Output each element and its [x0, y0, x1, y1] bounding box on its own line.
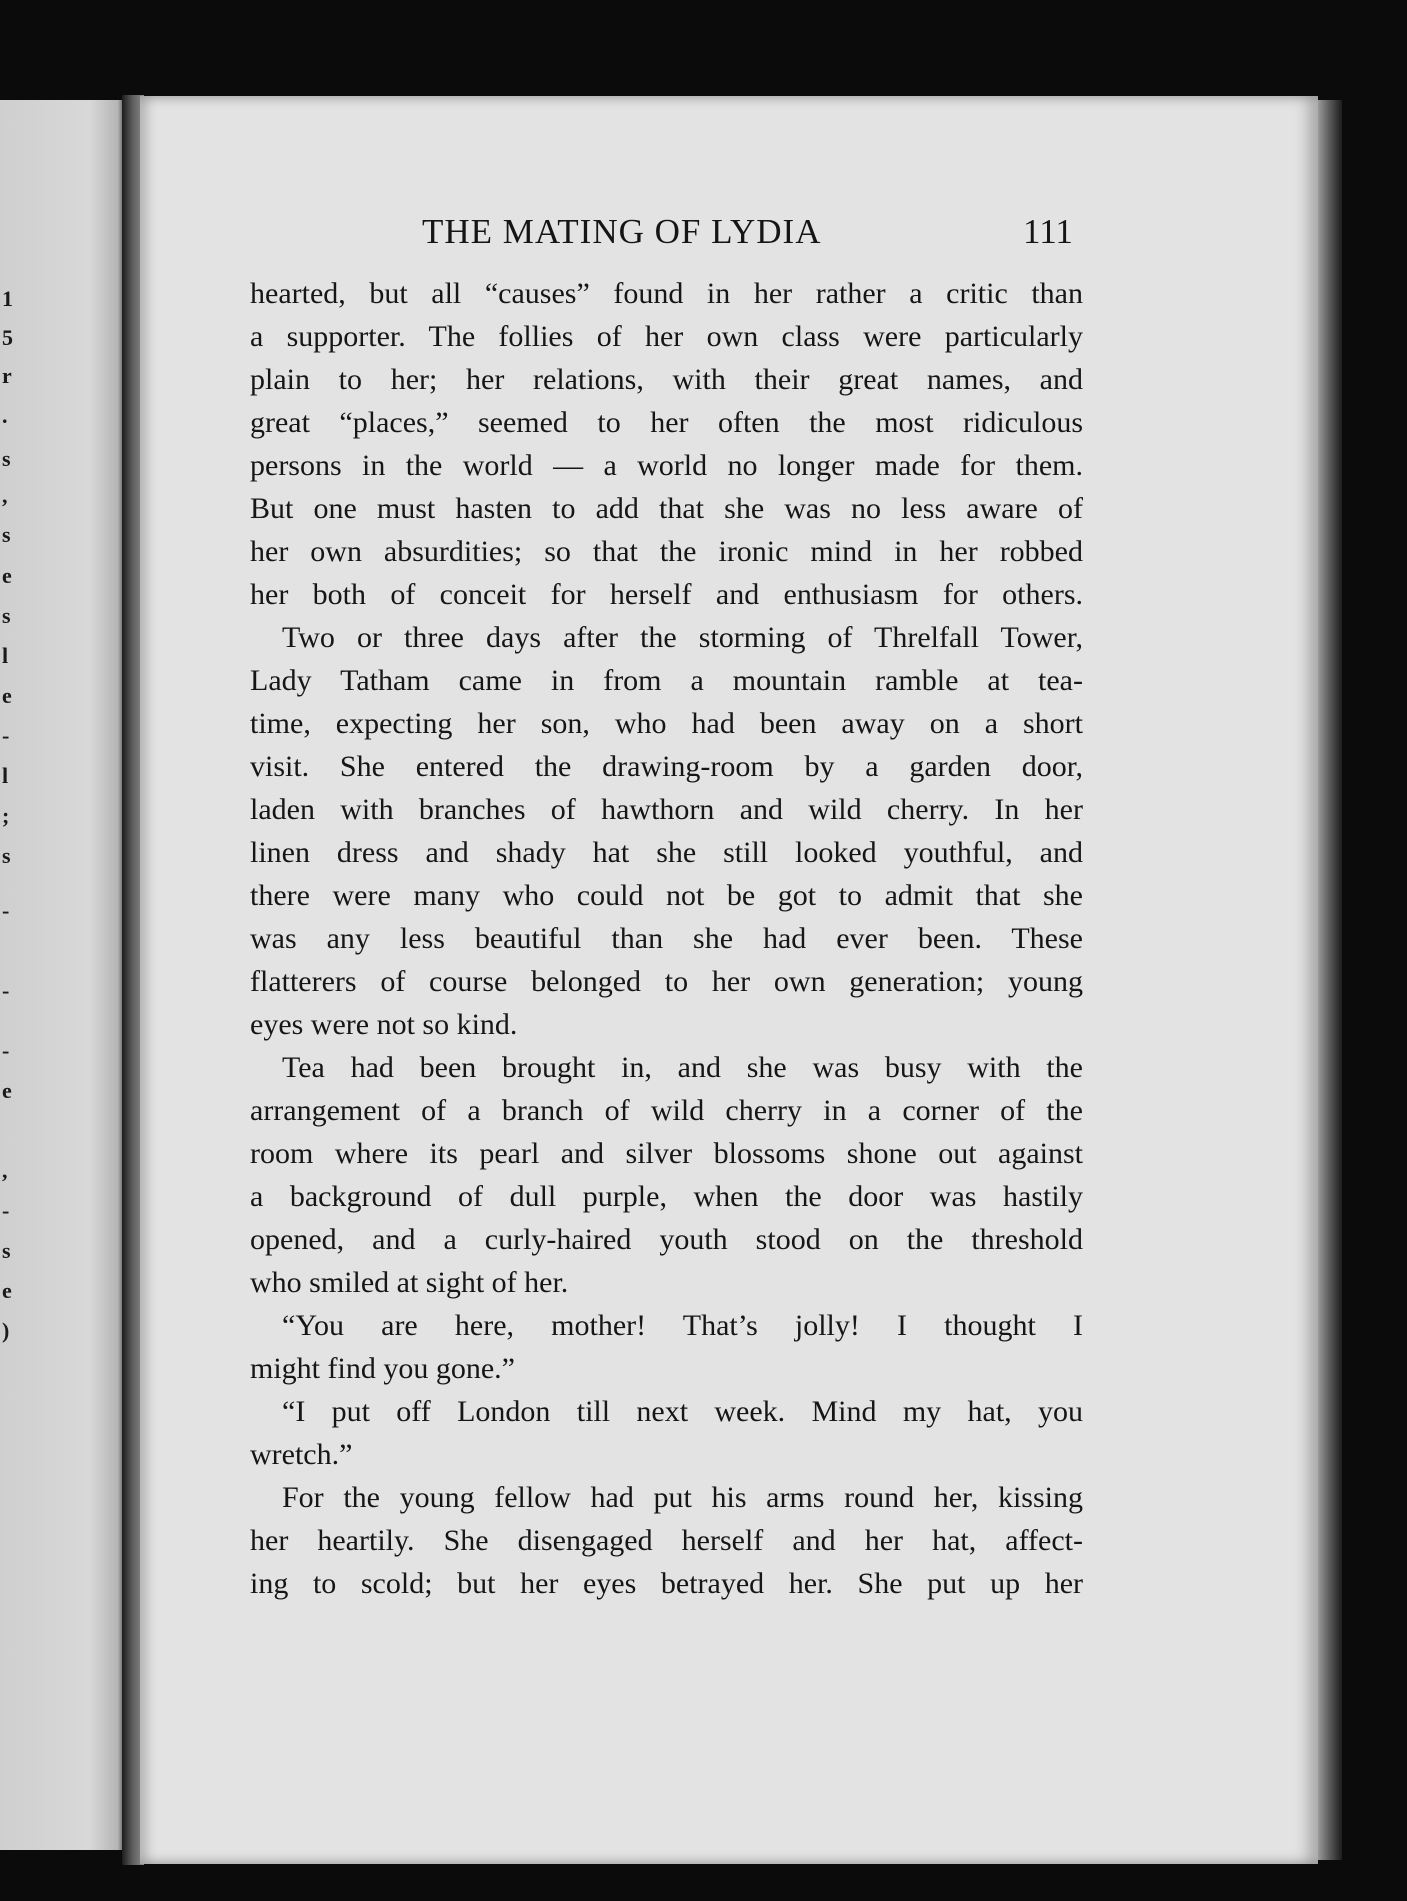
margin-letter: , [2, 483, 8, 508]
running-header [0, 212, 1407, 252]
text-line: time, expecting her son, who had been away on a short [250, 707, 1083, 740]
margin-letter: s [2, 843, 11, 868]
text-line: persons in the world — a world no longer made for them. [250, 449, 1083, 482]
margin-letter: , [2, 1158, 8, 1183]
margin-letter: r [2, 363, 12, 388]
margin-letter: e [2, 1278, 12, 1303]
page-number: 111 [1023, 212, 1073, 251]
margin-letter: ) [2, 1318, 10, 1343]
page-right-edge [1318, 100, 1342, 1860]
text-line: wretch.” [250, 1438, 353, 1471]
text-line: plain to her; her relations, with their great names, and [250, 363, 1083, 396]
margin-letter: - [2, 1198, 10, 1223]
text-line: a background of dull purple, when the door was hastily [250, 1180, 1083, 1213]
text-line: her both of conceit for herself and enthusiasm for others. [250, 578, 1083, 611]
text-line: great “places,” seemed to her often the most ridiculous [250, 406, 1083, 439]
margin-letter: s [2, 603, 11, 628]
margin-letter: s [2, 1238, 11, 1263]
margin-letter: - [2, 898, 10, 923]
text-line: laden with branches of hawthorn and wild cherry. In her [250, 793, 1083, 826]
text-line: But one must hasten to add that she was no less aware of [250, 492, 1083, 525]
text-line: “I put off London till next week. Mind my hat, you [282, 1395, 1083, 1428]
text-line: eyes were not so kind. [250, 1008, 518, 1041]
body-text [250, 272, 1083, 1605]
text-line: For the young fellow had put his arms round her, kissing [282, 1481, 1083, 1514]
text-line: might find you gone.” [250, 1352, 515, 1385]
text-line: visit. She entered the drawing-room by a garden door, [250, 750, 1083, 783]
margin-letter: ; [2, 803, 10, 828]
margin-letter: . [2, 403, 8, 428]
facing-page-edge [0, 100, 128, 1850]
margin-letter: e [2, 683, 12, 708]
text-line: a supporter. The follies of her own class were particularly [250, 320, 1083, 353]
text-line: “You are here, mother! That’s jolly! I thought I [282, 1309, 1083, 1342]
text-line: her heartily. She disengaged herself and her hat, affect- [250, 1524, 1083, 1557]
margin-letter: - [2, 978, 10, 1003]
text-line: opened, and a curly-haired youth stood on the threshold [250, 1223, 1083, 1256]
text-line: ing to scold; but her eyes betrayed her. She put up her [250, 1567, 1083, 1600]
text-line: her own absurdities; so that the ironic mind in her robbed [250, 535, 1083, 568]
margin-letter: - [2, 1038, 10, 1063]
margin-letter: l [2, 763, 9, 788]
text-line: who smiled at sight of her. [250, 1266, 569, 1299]
text-line: linen dress and shady hat she still looked youthful, and [250, 836, 1083, 869]
text-line: Lady Tatham came in from a mountain ramble at tea- [250, 664, 1083, 697]
margin-letter: l [2, 643, 9, 668]
text-line: Two or three days after the storming of Threlfall Tower, [282, 621, 1083, 654]
margin-letter: s [2, 446, 11, 471]
text-line: arrangement of a branch of wild cherry in a corner of the [250, 1094, 1083, 1127]
margin-letter: 1 [2, 286, 13, 311]
text-line: room where its pearl and silver blossoms shone out against [250, 1137, 1083, 1170]
margin-letter: - [2, 723, 10, 748]
text-line: flatterers of course belonged to her own generation; young [250, 965, 1083, 998]
margin-letter: 5 [2, 325, 13, 350]
text-line: Tea had been brought in, and she was busy with the [282, 1051, 1083, 1084]
margin-letter: e [2, 563, 12, 588]
running-title: THE MATING OF LYDIA [422, 212, 822, 251]
text-line: there were many who could not be got to admit that she [250, 879, 1083, 912]
margin-letter: e [2, 1078, 12, 1103]
text-line: was any less beautiful than she had ever been. These [250, 922, 1083, 955]
text-line: hearted, but all “causes” found in her rather a critic than [250, 277, 1083, 310]
margin-letter: s [2, 522, 11, 547]
